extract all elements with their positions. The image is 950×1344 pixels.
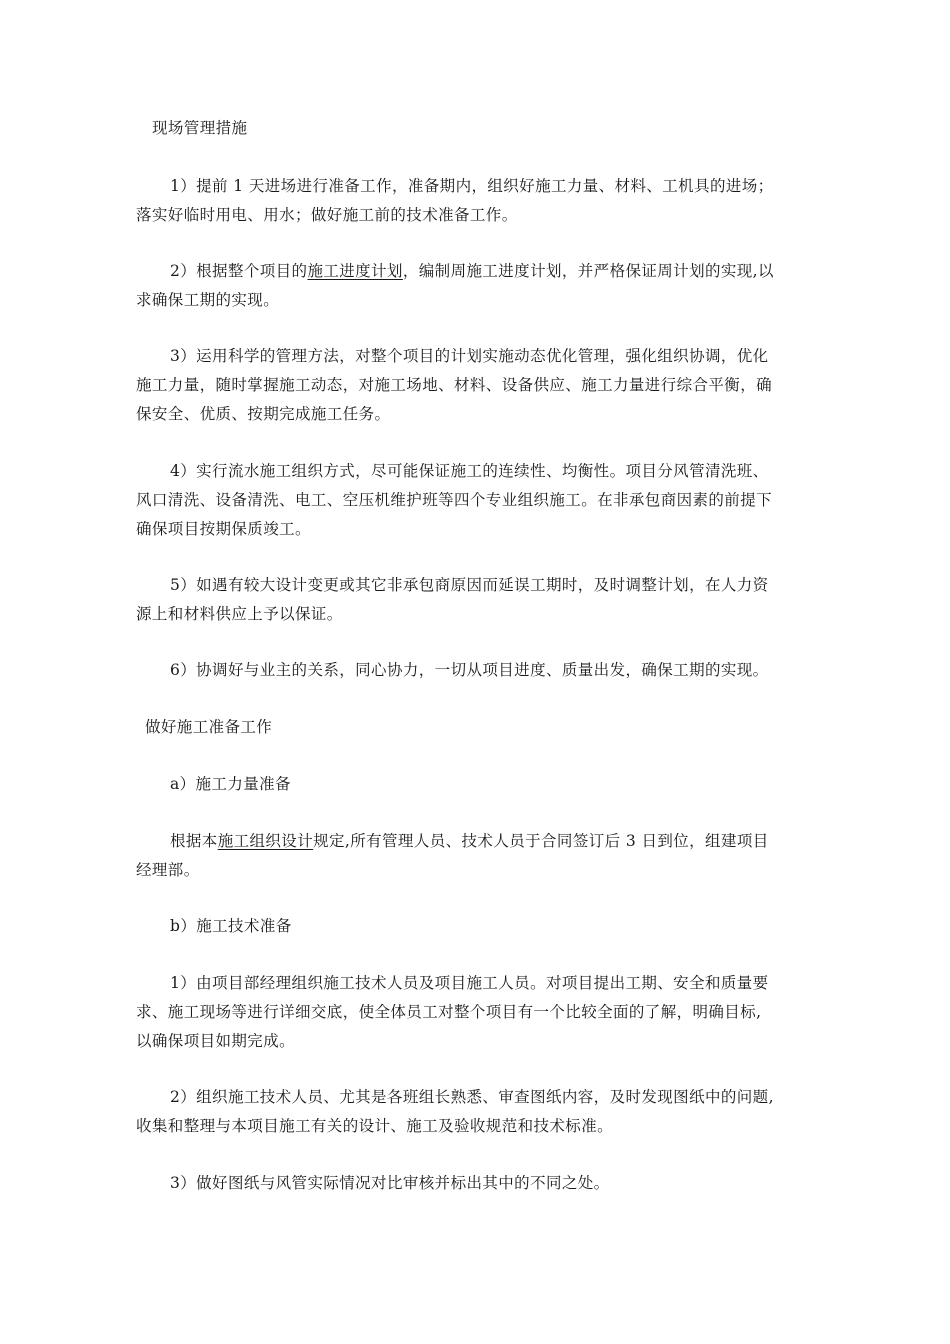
construction-design-link[interactable]: 施工组织设计 bbox=[217, 832, 314, 850]
paragraph-line: 以确保项目如期完成。 bbox=[136, 1032, 296, 1050]
paragraph-line: 6）协调好与业主的关系，同心协力，一切从项目进度、质量出发，确保工期的实现。 bbox=[170, 661, 769, 679]
paragraph-line: 保安全、优质、按期完成施工任务。 bbox=[136, 405, 391, 423]
paragraph-line: 求、施工现场等进行详细交底，使全体员工对整个项目有一个比较全面的了解，明确目标, bbox=[136, 1003, 762, 1021]
paragraph-line bbox=[170, 827, 836, 856]
paragraph-line: 确保项目按期保质竣工。 bbox=[136, 520, 311, 538]
paragraph-line: 风口清洗、设备清洗、电工、空压机维护班等四个专业组织施工。在非承包商因素的前提下 bbox=[136, 491, 773, 509]
paragraph-line: 4）实行流水施工组织方式，尽可能保证施工的连续性、均衡性。项目分风管清洗班、 bbox=[170, 462, 769, 480]
paragraph-line: 3）做好图纸与风管实际情况对比审核并标出其中的不同之处。 bbox=[170, 1174, 610, 1192]
section-heading-preparation: 做好施工准备工作 bbox=[145, 718, 273, 736]
paragraph-line: 1）由项目部经理组织施工技术人员及项目施工人员。对项目提出工期、安全和质量要 bbox=[170, 974, 769, 992]
subsection-heading-a: a）施工力量准备 bbox=[170, 775, 291, 793]
section-heading-site-management: 现场管理措施 bbox=[152, 119, 248, 137]
paragraph-line: 1）提前 1 天进场进行准备工作，准备期内，组织好施工力量、材料、工机具的进场； bbox=[170, 177, 774, 195]
paragraph-line bbox=[170, 257, 836, 286]
paragraph-line: 经理部。 bbox=[136, 861, 200, 879]
paragraph-line: 3）运用科学的管理方法，对整个项目的计划实施动态优化管理，强化组织协调，优化 bbox=[170, 347, 769, 365]
paragraph-line: 源上和材料供应上予以保证。 bbox=[136, 605, 343, 623]
text-span: 规定,所有管理人员、技术人员于合同签订后 3 日到位，组建项目 bbox=[313, 832, 769, 850]
paragraph-line: 收集和整理与本项目施工有关的设计、施工及验收规范和技术标准。 bbox=[136, 1117, 614, 1135]
subsection-heading-b: b）施工技术准备 bbox=[170, 917, 292, 935]
text-span: 2）根据整个项目的 bbox=[170, 262, 308, 280]
paragraph-line: 2）组织施工技术人员、尤其是各班组长熟悉、审查图纸内容，及时发现图纸中的问题, bbox=[170, 1088, 774, 1106]
text-span: ，编制周施工进度计划，并严格保证周计划的实现,以 bbox=[402, 262, 774, 280]
paragraph-line: 施工力量，随时掌握施工动态，对施工场地、材料、设备供应、施工力量进行综合平衡，确 bbox=[136, 376, 773, 394]
text-span: 根据本 bbox=[170, 832, 218, 850]
construction-schedule-link[interactable]: 施工进度计划 bbox=[307, 262, 403, 280]
paragraph-line: 5）如遇有较大设计变更或其它非承包商原因而延误工期时，及时调整计划，在人力资 bbox=[170, 576, 769, 594]
paragraph-line: 求确保工期的实现。 bbox=[136, 291, 280, 309]
paragraph-line: 落实好临时用电、用水；做好施工前的技术准备工作。 bbox=[136, 206, 518, 224]
